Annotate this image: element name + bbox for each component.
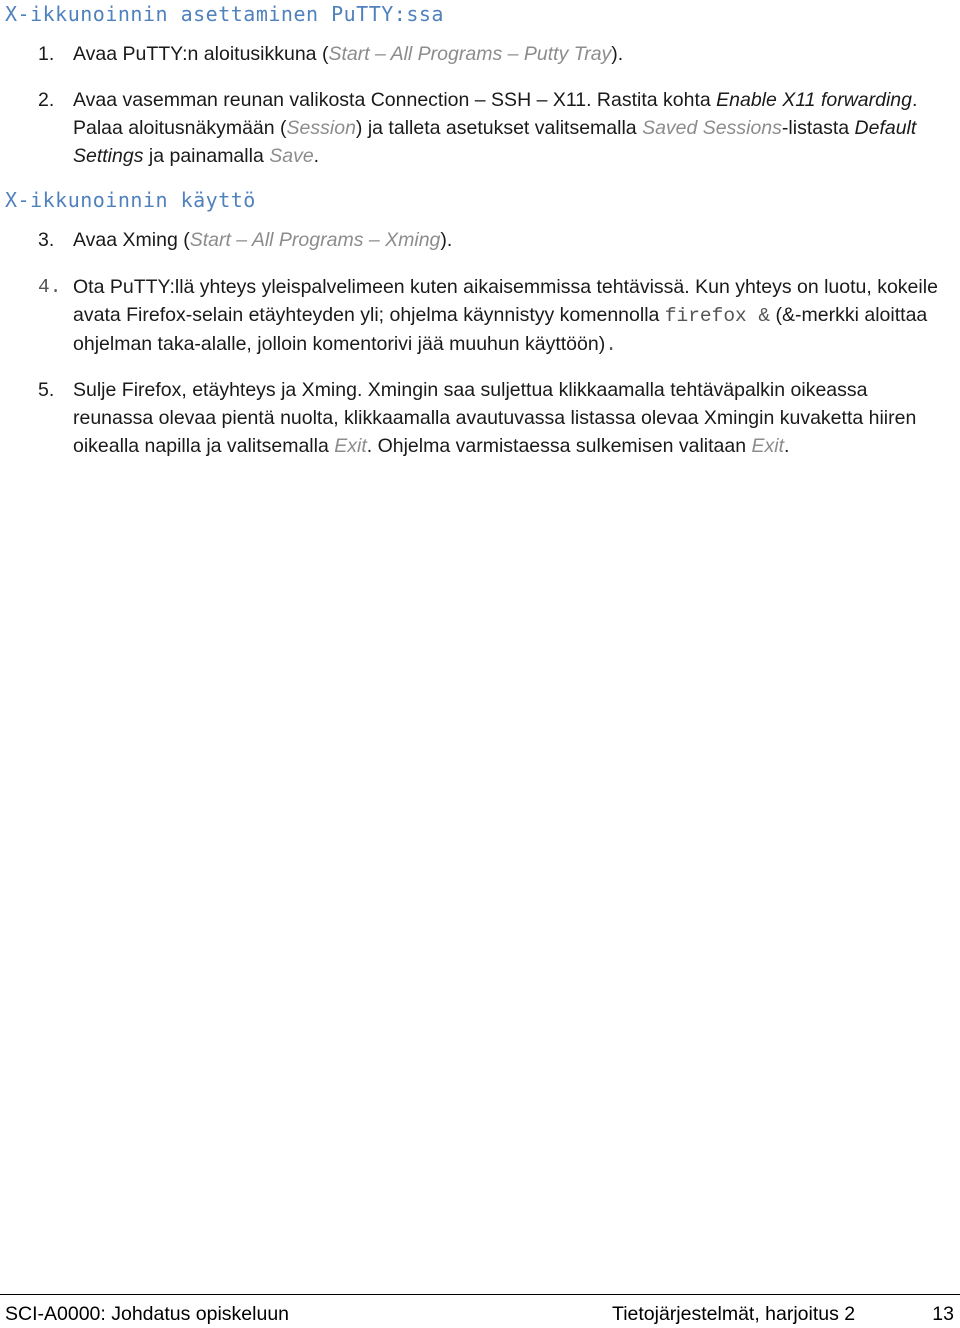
- ui-label: Saved Sessions: [642, 117, 782, 139]
- ui-label: Session: [286, 117, 356, 139]
- step-text: Avaa Xming (Start – All Programs – Xming).: [73, 229, 453, 251]
- step-5: [38, 376, 950, 460]
- ui-label: Exit: [334, 435, 367, 457]
- step-3: [38, 226, 950, 254]
- menu-path: Start – All Programs – Putty Tray: [328, 43, 612, 65]
- step-text: Ota PuTTY:llä yhteys yleispalvelimeen kuten aikaisemmissa tehtävissä. Kun yhteys on luotu, kokeile avata Firefox-selain etäyhteyden yli; ohjelma käynnistyy komennolla firefox & (&-merkki aloittaa ohjelman taka-alalle, jolloin komentorivi jää muuhun käyttöön).: [73, 276, 938, 356]
- step-number: 1.: [38, 43, 55, 65]
- step-text: Sulje Firefox, etäyhteys ja Xming. Xmingin saa suljettua klikkaamalla tehtäväpalkin oikeassa reunassa olevaa pientä nuolta, klikkaamalla avautuvassa listassa olevaa Xmingin kuvaketta hiiren oikealla napilla ja valitsemalla Exit. Ohjelma varmistaessa sulkemisen valitaan Exit.: [73, 379, 917, 457]
- option-name: Enable X11 forwarding: [716, 89, 912, 111]
- ui-label: Save: [269, 145, 314, 167]
- step-2: [38, 86, 950, 170]
- step-number: 3.: [38, 229, 55, 251]
- step-text: Avaa PuTTY:n aloitusikkuna (Start – All Programs – Putty Tray).: [73, 43, 624, 65]
- step-1: [38, 40, 950, 68]
- command-text: firefox &: [664, 305, 771, 327]
- step-number: 4.: [38, 276, 62, 298]
- ui-label: Exit: [751, 435, 785, 457]
- step-number: 2.: [38, 89, 55, 111]
- footer-title: Tietojärjestelmät, harjoitus 2: [612, 1303, 856, 1325]
- step-4: [38, 273, 950, 359]
- menu-path: Start – All Programs – Xming: [189, 229, 441, 251]
- step-number: 5.: [38, 379, 55, 401]
- footer-course: SCI-A0000: Johdatus opiskeluun: [5, 1303, 290, 1325]
- step-text: Avaa vasemman reunan valikosta Connection – SSH – X11. Rastita kohta Enable X11 forwarding. Palaa aloitusnäkymään (Session) ja talleta asetukset valitsemalla Saved Sessions-listasta Default Settings ja painamalla Save.: [73, 89, 918, 167]
- section-heading-setup: X-ikkunoinnin asettaminen PuTTY:ssa: [5, 2, 444, 26]
- section-heading-usage: X-ikkunoinnin käyttö: [5, 188, 256, 212]
- setting-name: Default Settings: [73, 117, 917, 167]
- page-number: 13: [932, 1303, 954, 1325]
- footer-divider: [0, 1294, 960, 1295]
